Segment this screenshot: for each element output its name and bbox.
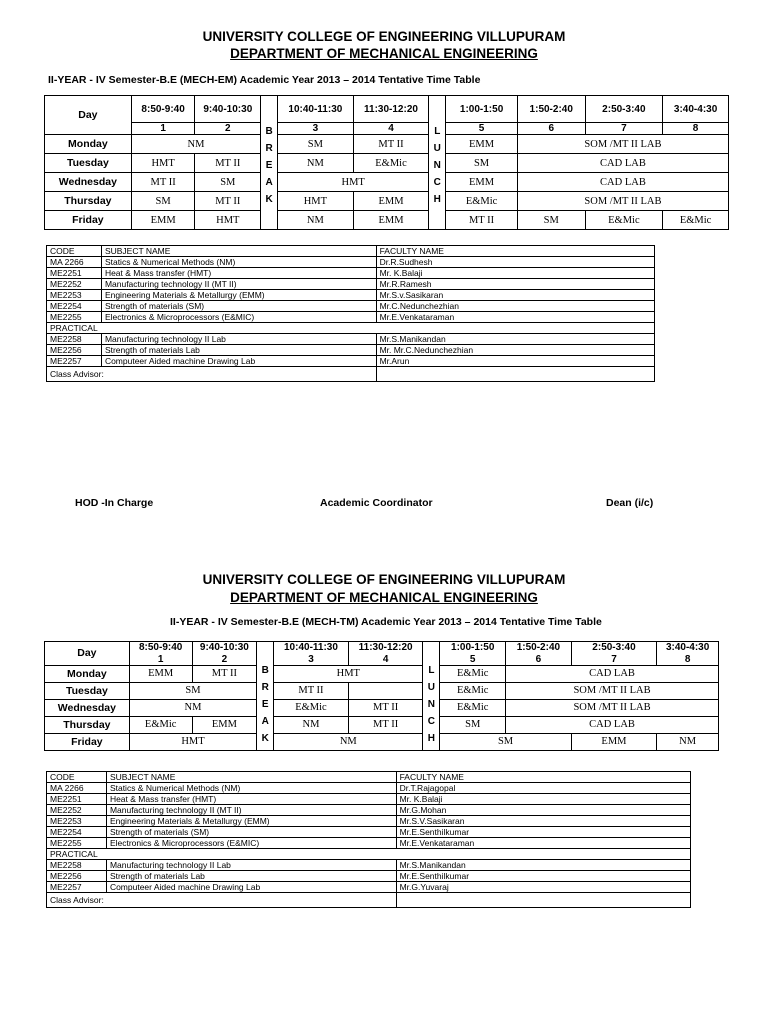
cell: NM	[131, 135, 260, 154]
period-number: 6	[517, 123, 585, 135]
class-advisor-row	[47, 367, 655, 382]
cell: NM	[278, 211, 354, 230]
period-number: 3	[274, 654, 349, 666]
time-slot: 9:40-10:30	[192, 642, 257, 654]
period-number: 5	[440, 654, 506, 666]
break-letter: A	[261, 715, 269, 727]
cell: SOM /MT II LAB	[517, 135, 728, 154]
table-row	[47, 838, 691, 849]
subject-name: Heat & Mass transfer (HMT)	[106, 794, 396, 805]
cell: E&Mic	[440, 665, 506, 682]
timetable	[44, 641, 719, 751]
subject-code: MA 2266	[47, 257, 102, 268]
break-column	[261, 123, 278, 230]
cell: E&Mic	[274, 699, 349, 716]
subject-name: Engineering Materials & Metallurgy (EMM)	[101, 290, 376, 301]
cell: SM	[446, 154, 518, 173]
time-slot: 11:30-12:20	[353, 96, 429, 123]
faculty-name: Mr.E.Venkataraman	[376, 312, 654, 323]
subject-code: ME2258	[47, 860, 107, 871]
lunch-letter: L	[434, 125, 441, 137]
faculty-name: Mr. Mr.C.Nedunchezhian	[376, 345, 654, 356]
table-row	[45, 192, 729, 211]
subject-name: Manufacturing technology II Lab	[106, 860, 396, 871]
cell: SOM /MT II LAB	[506, 682, 719, 699]
table-row	[45, 665, 719, 682]
break-letter: K	[265, 193, 273, 205]
lunch-letter: C	[433, 176, 441, 188]
table-row	[47, 871, 691, 882]
cell: E&Mic	[440, 699, 506, 716]
period-number: 3	[278, 123, 354, 135]
day-header: Day	[45, 642, 130, 666]
faculty-name: Mr.E.Venkataraman	[396, 838, 690, 849]
table-row	[47, 334, 655, 345]
column-header: FACULTY NAME	[376, 246, 654, 257]
period-number: 1	[129, 654, 192, 666]
cell: MT II	[353, 135, 429, 154]
lunch-column	[429, 123, 446, 230]
period-number: 6	[506, 654, 572, 666]
cell: SM	[440, 716, 506, 733]
subject-name: Computeer Aided machine Drawing Lab	[106, 882, 396, 893]
faculty-name: Mr.S.V.Sasikaran	[396, 816, 690, 827]
cell: E&Mic	[129, 716, 192, 733]
period-number: 5	[446, 123, 518, 135]
day-label: Wednesday	[45, 173, 132, 192]
table-row	[47, 816, 691, 827]
subjects-table	[46, 771, 691, 908]
time-slot: 3:40-4:30	[657, 642, 719, 654]
table-row	[47, 356, 655, 367]
time-slot: 2:50-3:40	[571, 642, 657, 654]
faculty-name: Mr.G.Mohan	[396, 805, 690, 816]
subject-code: ME2258	[47, 334, 102, 345]
subject-code: ME2255	[47, 312, 102, 323]
break-letter: E	[261, 698, 269, 710]
period-number: 2	[192, 654, 257, 666]
table-row	[47, 279, 655, 290]
faculty-name: Mr.E.Senthilkumar	[396, 827, 690, 838]
cell: EMM	[353, 211, 429, 230]
cell: SM	[278, 135, 354, 154]
table-row	[47, 794, 691, 805]
lunch-letter: H	[433, 193, 441, 205]
subject-code: ME2253	[47, 290, 102, 301]
faculty-name: Mr.S.Manikandan	[396, 860, 690, 871]
time-slot: 11:30-12:20	[348, 642, 423, 654]
timetable-subtitle: II-YEAR - IV Semester-B.E (MECH-TM) Academic Year 2013 – 2014 Tentative Time Table	[170, 616, 602, 628]
subject-name: Manufacturing technology II (MT II)	[106, 805, 396, 816]
subject-name: Strength of materials (SM)	[101, 301, 376, 312]
period-number: 8	[663, 123, 729, 135]
class-advisor-label: Class Advisor:	[47, 893, 397, 908]
practical-label: PRACTICAL	[47, 849, 691, 860]
break-letter: K	[261, 732, 269, 744]
cell: SOM /MT II LAB	[517, 192, 728, 211]
time-slot: 8:50-9:40	[131, 96, 195, 123]
time-slot: 3:40-4:30	[663, 96, 729, 123]
class-advisor-row	[47, 893, 691, 908]
subject-code: ME2254	[47, 827, 107, 838]
period-number: 4	[348, 654, 423, 666]
table-row	[45, 682, 719, 699]
faculty-name: Dr.T.Rajagopal	[396, 783, 690, 794]
cell: EMM	[129, 665, 192, 682]
subject-name: Electronics & Microprocessors (E&MIC)	[106, 838, 396, 849]
period-number: 7	[571, 654, 657, 666]
break-letter: E	[265, 159, 273, 171]
cell: HMT	[278, 192, 354, 211]
dean-signature-label: Dean (i/c)	[606, 497, 654, 509]
day-label: Thursday	[45, 192, 132, 211]
university-title: UNIVERSITY COLLEGE OF ENGINEERING VILLUPURAM	[202, 29, 566, 44]
class-advisor-label: Class Advisor:	[47, 367, 377, 382]
subject-name: Computeer Aided machine Drawing Lab	[101, 356, 376, 367]
table-row	[45, 733, 719, 750]
cell: CAD LAB	[517, 173, 728, 192]
time-slot: 10:40-11:30	[278, 96, 354, 123]
section-row	[47, 323, 655, 334]
subject-name: Manufacturing technology II Lab	[101, 334, 376, 345]
time-slot: 1:00-1:50	[440, 642, 506, 654]
timetable	[44, 95, 729, 230]
cell: EMM	[571, 733, 657, 750]
table-row	[45, 135, 729, 154]
subject-code: ME2251	[47, 268, 102, 279]
table-row	[47, 882, 691, 893]
faculty-name: Mr.S.Manikandan	[376, 334, 654, 345]
table-row	[45, 173, 729, 192]
cell: NM	[274, 716, 349, 733]
cell: MT II	[348, 716, 423, 733]
section-row	[47, 849, 691, 860]
table-row	[47, 345, 655, 356]
table-row	[47, 290, 655, 301]
cell: E&Mic	[585, 211, 663, 230]
table-row	[45, 154, 729, 173]
cell: HMT	[278, 173, 429, 192]
break-letter: B	[261, 664, 269, 676]
column-header: CODE	[47, 772, 107, 783]
cell: CAD LAB	[506, 716, 719, 733]
cell: NM	[657, 733, 719, 750]
time-slot: 2:50-3:40	[585, 96, 663, 123]
subject-code: ME2256	[47, 345, 102, 356]
subject-code: ME2253	[47, 816, 107, 827]
time-slot: 8:50-9:40	[129, 642, 192, 654]
lunch-letter: C	[427, 715, 435, 727]
faculty-name: Mr.S.v.Sasikaran	[376, 290, 654, 301]
time-slot: 1:00-1:50	[446, 96, 518, 123]
time-slot: 1:50-2:40	[517, 96, 585, 123]
break-letter: A	[265, 176, 273, 188]
subjects-table	[46, 245, 655, 382]
subject-code: ME2257	[47, 882, 107, 893]
period-number: 4	[353, 123, 429, 135]
break-letter: B	[265, 125, 273, 137]
cell: MT II	[195, 192, 261, 211]
faculty-name: Mr.E.Senthilkumar	[396, 871, 690, 882]
break-column	[257, 654, 274, 751]
table-header-row	[47, 246, 655, 257]
coordinator-signature-label: Academic Coordinator	[320, 497, 433, 509]
table-row	[45, 716, 719, 733]
faculty-name: Mr. K.Balaji	[376, 268, 654, 279]
table-row	[47, 257, 655, 268]
faculty-name: Mr.R.Ramesh	[376, 279, 654, 290]
cell: E&Mic	[663, 211, 729, 230]
column-header: CODE	[47, 246, 102, 257]
cell: HMT	[131, 154, 195, 173]
subject-name: Strength of materials Lab	[101, 345, 376, 356]
column-header: SUBJECT NAME	[106, 772, 396, 783]
hod-signature-label: HOD -In Charge	[75, 497, 154, 509]
cell	[348, 682, 423, 699]
column-header: FACULTY NAME	[396, 772, 690, 783]
table-row	[45, 699, 719, 716]
faculty-name: Mr.G.Yuvaraj	[396, 882, 690, 893]
subject-name: Strength of materials Lab	[106, 871, 396, 882]
subject-name: Engineering Materials & Metallurgy (EMM)	[106, 816, 396, 827]
subject-code: ME2252	[47, 279, 102, 290]
cell: MT II	[131, 173, 195, 192]
cell: EMM	[446, 135, 518, 154]
lunch-letter: N	[433, 159, 441, 171]
day-label: Friday	[45, 211, 132, 230]
period-number: 8	[657, 654, 719, 666]
department-title: DEPARTMENT OF MECHANICAL ENGINEERING	[230, 590, 538, 605]
day-header: Day	[45, 96, 132, 135]
class-advisor-value	[376, 367, 654, 382]
period-number: 7	[585, 123, 663, 135]
time-slot: 1:50-2:40	[506, 642, 572, 654]
cell: NM	[274, 733, 423, 750]
subject-code: ME2256	[47, 871, 107, 882]
table-row	[47, 860, 691, 871]
subject-code: ME2254	[47, 301, 102, 312]
subject-code: ME2252	[47, 805, 107, 816]
cell: MT II	[195, 154, 261, 173]
practical-label: PRACTICAL	[47, 323, 655, 334]
subject-name: Statics & Numerical Methods (NM)	[101, 257, 376, 268]
subject-code: ME2251	[47, 794, 107, 805]
cell: HMT	[195, 211, 261, 230]
university-title: UNIVERSITY COLLEGE OF ENGINEERING VILLUPURAM	[202, 572, 566, 587]
subject-code: ME2255	[47, 838, 107, 849]
timetable-subtitle: II-YEAR - IV Semester-B.E (MECH-EM) Academic Year 2013 – 2014 Tentative Time Table	[48, 74, 481, 86]
subject-name: Electronics & Microprocessors (E&MIC)	[101, 312, 376, 323]
faculty-name: Dr.R.Sudhesh	[376, 257, 654, 268]
cell: SM	[440, 733, 571, 750]
time-slot: 9:40-10:30	[195, 96, 261, 123]
cell: MT II	[274, 682, 349, 699]
cell: NM	[278, 154, 354, 173]
cell: HMT	[274, 665, 423, 682]
cell: SM	[131, 192, 195, 211]
cell: CAD LAB	[517, 154, 728, 173]
column-header: SUBJECT NAME	[101, 246, 376, 257]
lunch-column	[423, 654, 440, 751]
time-slot: 10:40-11:30	[274, 642, 349, 654]
faculty-name: Mr.C.Nedunchezhian	[376, 301, 654, 312]
table-row	[47, 268, 655, 279]
cell: NM	[129, 699, 256, 716]
lunch-letter: N	[427, 698, 435, 710]
cell: MT II	[192, 665, 257, 682]
table-row	[47, 827, 691, 838]
lunch-letter: U	[427, 681, 435, 693]
lunch-letter: H	[427, 732, 435, 744]
table-header-row	[47, 772, 691, 783]
class-advisor-value	[396, 893, 690, 908]
lunch-letter: U	[433, 142, 441, 154]
cell: EMM	[353, 192, 429, 211]
day-label: Monday	[45, 135, 132, 154]
subject-name: Manufacturing technology II (MT II)	[101, 279, 376, 290]
subject-name: Statics & Numerical Methods (NM)	[106, 783, 396, 794]
cell: SM	[195, 173, 261, 192]
faculty-name: Mr. K.Balaji	[396, 794, 690, 805]
subject-code: ME2257	[47, 356, 102, 367]
break-letter: R	[261, 681, 269, 693]
subject-name: Heat & Mass transfer (HMT)	[101, 268, 376, 279]
cell: SOM /MT II LAB	[506, 699, 719, 716]
day-label: Thursday	[45, 716, 130, 733]
cell: E&Mic	[353, 154, 429, 173]
cell: MT II	[348, 699, 423, 716]
period-number: 1	[131, 123, 195, 135]
lunch-letter: L	[428, 664, 435, 676]
day-label: Monday	[45, 665, 130, 682]
cell: CAD LAB	[506, 665, 719, 682]
cell: MT II	[446, 211, 518, 230]
table-row	[45, 211, 729, 230]
subject-code: MA 2266	[47, 783, 107, 794]
department-title: DEPARTMENT OF MECHANICAL ENGINEERING	[230, 46, 538, 61]
day-label: Wednesday	[45, 699, 130, 716]
table-row	[47, 783, 691, 794]
table-row	[47, 301, 655, 312]
table-row	[47, 312, 655, 323]
table-row	[47, 805, 691, 816]
cell: SM	[517, 211, 585, 230]
cell: E&Mic	[446, 192, 518, 211]
faculty-name: Mr.Arun	[376, 356, 654, 367]
cell: EMM	[446, 173, 518, 192]
break-letter: R	[265, 142, 273, 154]
cell: E&Mic	[440, 682, 506, 699]
day-label: Tuesday	[45, 154, 132, 173]
period-number: 2	[195, 123, 261, 135]
subject-name: Strength of materials (SM)	[106, 827, 396, 838]
day-label: Friday	[45, 733, 130, 750]
cell: SM	[129, 682, 256, 699]
cell: HMT	[129, 733, 256, 750]
cell: EMM	[192, 716, 257, 733]
cell: EMM	[131, 211, 195, 230]
day-label: Tuesday	[45, 682, 130, 699]
